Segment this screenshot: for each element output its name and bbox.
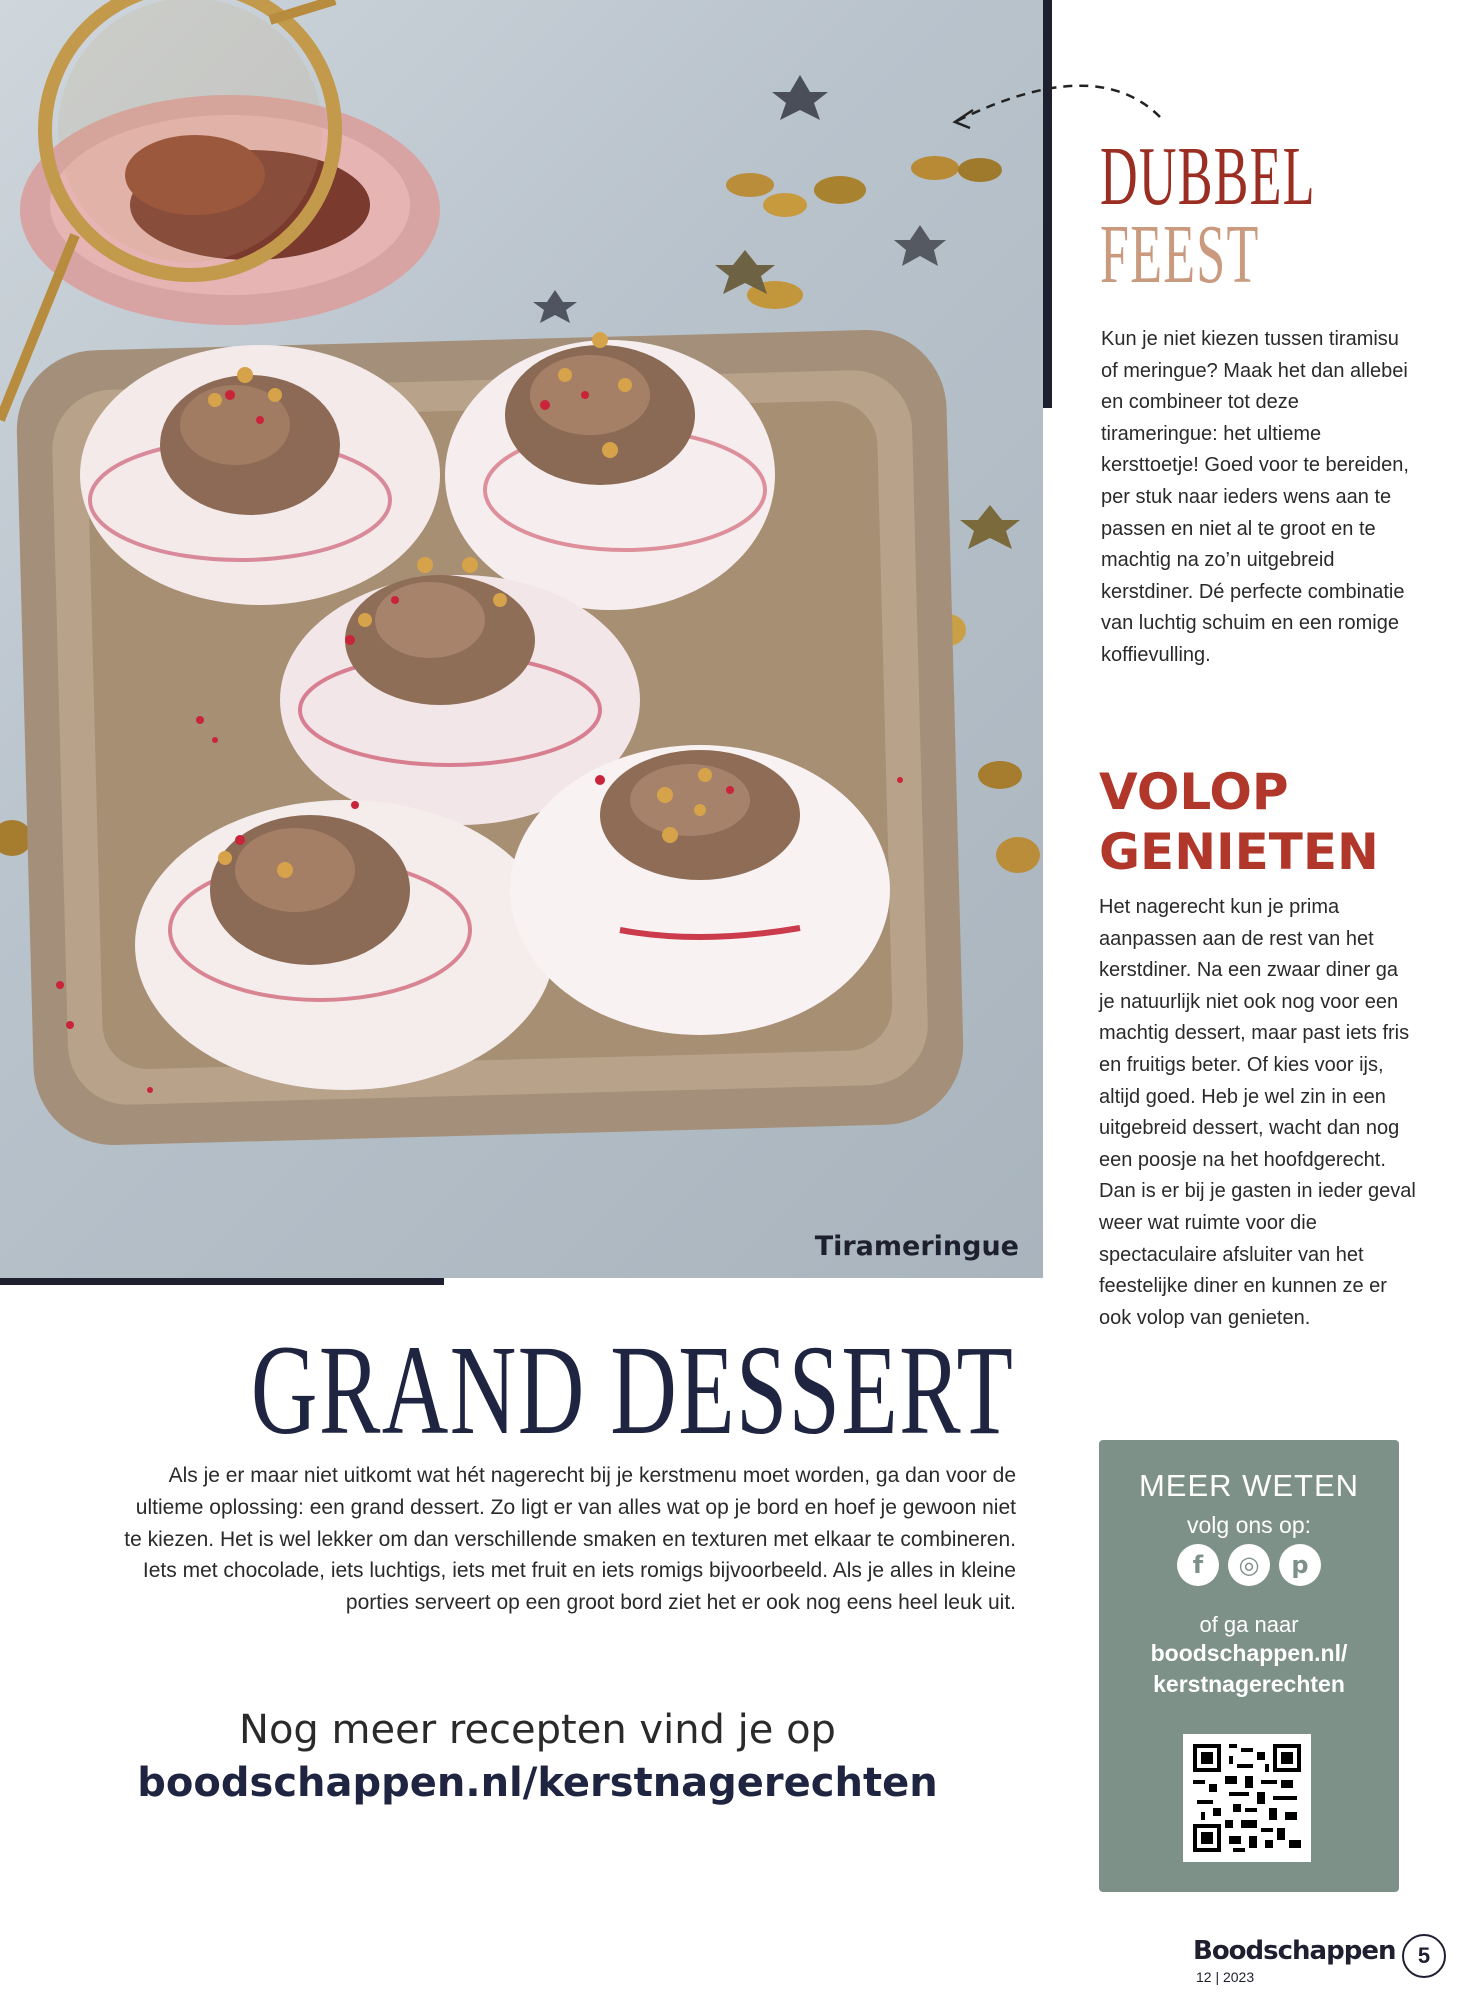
- box-link[interactable]: [1099, 1638, 1399, 1700]
- pinterest-icon[interactable]: p: [1279, 1544, 1321, 1586]
- instagram-icon[interactable]: ◎: [1228, 1544, 1270, 1586]
- photo-caption: Tirameringue: [814, 1231, 1019, 1262]
- box-heading: MEER WETEN: [1138, 1468, 1360, 1503]
- feature-intro: Kun je niet kiezen tussen tiramisu of meringue? Maak het dan allebei en combineer tot deze tirameringue: het ultieme kersttoetje! Goed voor te bereiden, per stuk naar ieders wens aan te passen en niet al te groot en te machtig na zo’n uitgebreid kerstdiner. Dé perfecte combinatie van luchtig schuim en een romige koffievulling.: [1101, 328, 1409, 666]
- social-icons: [1099, 1544, 1399, 1586]
- feature-title: [1100, 130, 1316, 301]
- dessert-illustration: [0, 0, 1043, 1278]
- issue-number: 12 | 2023: [1196, 1969, 1255, 1985]
- feature-title-line2: FEEST: [1100, 208, 1260, 301]
- meringue-1: [80, 345, 440, 605]
- meringue-5: [510, 745, 890, 1035]
- brand-logo: Boodschappen: [1193, 1936, 1396, 1966]
- more-recipes-line1: Nog meer recepten vind je op: [239, 1707, 836, 1753]
- grand-dessert-body: Als je er maar niet uitkomt wat hét nagerecht bij je kerstmenu moet worden, ga dan voor de ultieme oplossing: een grand dessert. Zo ligt er van alles wat op je bord en hoef je gewoon niet te kiezen. Het is wel lekker om dan verschillende smaken en texturen met elkaar te combineren. Iets met chocolade, iets luchtigs, iets met fruit en iets romigs bijvoorbeeld. Als je alles in kleine porties serveert op een groot bord ziet het er ook nog eens heel leuk uit.: [124, 1464, 1016, 1615]
- volop-title-line2: GENIETEN: [1099, 823, 1379, 881]
- dessert-photo: [0, 0, 1043, 1278]
- feature-title-line1: DUBBEL: [1100, 130, 1316, 223]
- volop-title: [1099, 762, 1379, 882]
- volop-body: Het nagerecht kun je prima aanpassen aan de rest van het kerstdiner. Na een zwaar diner ga je natuurlijk niet ook nog voor een machtig dessert, maar past iets fris en fruitigs beter. Of kies voor ijs, altijd goed. Heb je wel zin in een uitgebreid dessert, wacht dan nog een poosje na het hoofdgerecht. Dan is er bij je gasten in ieder geval weer wat ruimte voor die spectaculaire afsluiter van het feestelijke diner en kunnen ze er ook volop van genieten.: [1099, 896, 1416, 1329]
- box-link-line1[interactable]: boodschappen.nl/: [1150, 1640, 1348, 1666]
- photo-border-bottom: [0, 1278, 444, 1285]
- meringue-4: [135, 800, 555, 1090]
- facebook-icon[interactable]: f: [1177, 1544, 1219, 1586]
- meer-weten-box: [1099, 1440, 1399, 1892]
- meringue-2: [445, 340, 775, 610]
- box-or-go: of ga naar: [1199, 1612, 1299, 1637]
- qr-code-pattern: [1193, 1744, 1301, 1852]
- dashed-arrow-icon: [935, 62, 1165, 132]
- grand-dessert-title: GRAND DESSERT: [250, 1319, 1014, 1461]
- qr-code[interactable]: [1183, 1734, 1311, 1862]
- volop-title-line1: VOLOP: [1099, 763, 1289, 821]
- box-follow: volg ons op:: [1186, 1512, 1312, 1538]
- more-recipes-link[interactable]: boodschappen.nl/kerstnagerechten: [137, 1760, 938, 1806]
- page-number: 5: [1402, 1934, 1446, 1978]
- box-link-line2[interactable]: kerstnagerechten: [1153, 1671, 1345, 1697]
